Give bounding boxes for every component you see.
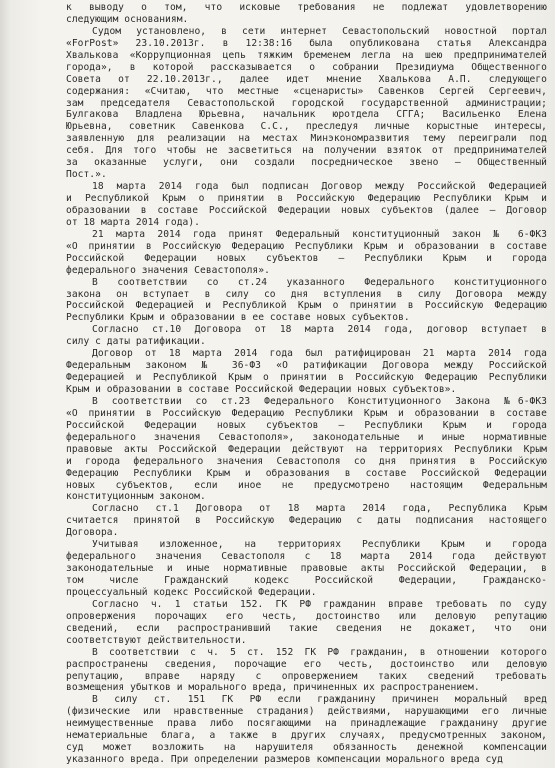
text-line: законодательные и иные нормативные правовые акты Российской Федерации, в [66, 563, 547, 575]
paragraph [66, 324, 547, 348]
text-line: В соответствии со ст.23 Федерального Конституционного Закона №6-ФКЗ [92, 395, 547, 407]
paragraph [66, 599, 547, 647]
text-line: закона он вступает в силу со дня вступления в силу Договора между [66, 288, 547, 300]
text-line: федерального значения Севастополя». [66, 264, 270, 276]
text-line: В соответствии с ч. 5 ст. 152 ГК РФ гражданин, в отношении которого [92, 646, 547, 658]
text-line: заявленную для реализации на местах Минэкономразвития тему переиграли под [66, 133, 547, 145]
paragraph [66, 229, 547, 277]
text-line: содержания: «Считаю, что местные «сценаристы» Савенков Сергей Сергеевич, [66, 85, 547, 97]
text-line: зам председателя Севастопольской городской государственной администрации; [66, 97, 547, 109]
text-line: Федерацию Республики Крым и образования в составе Российской Федерации [66, 467, 547, 479]
text-line: новых субъектов, если иное не предусмотрено настоящим Федеральным [66, 479, 547, 491]
text-line: правовые акты Российской Федерации действуют на территориях Республики Крым [66, 443, 547, 455]
text-line: возмещения убытков и морального вреда, причиненных их распространением. [66, 682, 480, 694]
text-line: образовании в составе Российской Федерации новых субъектов (далее – Договор [66, 204, 547, 216]
text-line: «ForPost» 23.10.2013г. в 12:38:16 была опубликована статья Александра [66, 37, 547, 49]
text-line: 18 марта 2014 года был подписан Договор между Российской Федерацией [92, 181, 547, 193]
paragraph [66, 181, 547, 229]
text-line: Булгакова Владлена Юрьевна, начальник юротдела СГГА; Васильенко Елена [66, 109, 547, 121]
text-line: Юрьевна, советник Савенкова С.С., преследуя личные корыстные интересы, [66, 121, 547, 133]
text-line: «О принятии в Российскую Федерацию Республики Крым и образовании в составе [66, 240, 547, 252]
text-line: В силу ст. 151 ГК РФ если гражданину причинен моральный вред [92, 694, 547, 706]
text-line: сведений, если распространивший такие сведения не докажет, что они [66, 622, 547, 634]
text-line: 21 марта 2014 года принят Федеральный конституционный закон № 6-ФКЗ [92, 228, 547, 240]
text-line: Российской Федерацией и Республикой Крым о принятии в Российскую Федерацию [66, 300, 547, 312]
text-line: Российской Федерации новых субъектов – Республики Крым и города [66, 419, 547, 431]
text-line: опровержения порочащих его честь, достоинство или деловую репутацию [66, 610, 547, 622]
text-line: репутацию, вправе наряду с опровержением таких сведений требовать [66, 670, 547, 682]
text-line: том числе Гражданский кодекс Российской Федерации, Гражданско- [66, 575, 547, 586]
text-line: Согласно ч. 1 статьи 152. ГК РФ гражданин вправе требовать по суду [92, 598, 547, 610]
text-line: и города федерального значения Севастополя со дня принятия в Российскую [66, 455, 547, 467]
text-line: Республики Крым и образовании в ее составе новых субъектов. [66, 312, 410, 324]
page-fold-shadow [0, 0, 12, 768]
text-line: следующим основаниям. [66, 13, 189, 25]
text-line: указанного вреда. При определении размеров компенсации морального вреда суд [66, 754, 503, 766]
text-line: федерального значения Севастополя», законодательные и иные нормативные [66, 431, 547, 443]
text-line: Федеральным законом № 36-ФЗ «О ратификации Договора между Российской [66, 360, 547, 372]
text-line: «О принятии в Российскую Федерацию Республики Крым и образовании в составе [66, 407, 547, 419]
text-line: Федерацией и Республикой Крым о принятии в Российскую Федерацию Республики [66, 372, 547, 384]
text-line: Совета от 22.10.2013г., далее идет мнение Хвалькова А.П. следующего [66, 73, 547, 85]
text-line: Учитывая изложенное, на территориях Республики Крым и города [92, 539, 547, 551]
text-line: федерального значения Севастополя с 18 марта 2014 года действуют [66, 551, 547, 563]
text-line: Пост.». [66, 169, 107, 181]
text-line: считается принятой в Российскую Федерацию с даты подписания настоящего [66, 515, 547, 527]
text-line: Договор от 18 марта 2014 года был ратифицирован 21 марта 2014 года [92, 348, 547, 360]
text-line: за оказанные услуги, они создали посредническое звено – Общественный [66, 157, 547, 169]
paragraph [66, 396, 547, 503]
text-line: Согласно ст.1 Договора от 18 марта 2014 года, Республика Крым [92, 503, 547, 515]
text-line: (физические или нравственные страдания) действиями, нарушающими его личные [66, 706, 547, 718]
document-body [66, 2, 547, 766]
text-line: города», в которой рассказывается о собрании Президиума Общественного [66, 61, 547, 73]
text-line: Хвалькова «Коррупционная цепь тяжким бременем легла на шею предпринимателей [66, 49, 547, 61]
text-line: себя. Для того чтобы не засветиться на получении взяток от предпринимателей [66, 145, 547, 157]
paragraph [66, 647, 547, 695]
text-line: Согласно ст.10 Договора от 18 марта 2014 года, договор вступает в [92, 324, 547, 336]
text-line: Судом установлено, в сети интернет Севастопольский новостной портал [92, 25, 547, 37]
text-line: силу с даты ратификации. [66, 336, 206, 348]
paragraph [66, 348, 547, 396]
text-line: В соответствии со ст.24 указанного Федерального конституционного [92, 276, 547, 288]
paragraph [66, 277, 547, 325]
text-line: процессуальный кодекс Российской Федерации. [66, 586, 317, 598]
text-line: нематериальные блага, а также в других случаях, предусмотренных законом, [66, 730, 547, 742]
text-line: распространены сведения, порочащие его честь, достоинство или деловую [66, 658, 547, 670]
text-line: Крым и образовании в составе Российской Федерации новых субъектов». [66, 384, 457, 395]
text-line: и Республикой Крым о принятии в Российскую Федерацию Республики Крым и [66, 193, 547, 204]
text-line: соответствуют действительности. [66, 634, 247, 646]
text-line: к выводу о том, что исковые требования не подлежат удовлетворению [66, 2, 547, 13]
paragraph [66, 694, 547, 766]
text-line: Договора. [66, 527, 119, 539]
text-line: от 18 марта 2014 года). [66, 216, 200, 228]
paragraph [66, 539, 547, 599]
paragraph [66, 503, 547, 539]
text-line: конституционным законом. [66, 491, 206, 503]
paragraph [66, 26, 547, 181]
paragraph [66, 2, 547, 26]
text-line: суд может возложить на нарушителя обязанность денежной компенсации [66, 742, 547, 754]
text-line: неимущественные права либо посягающими на принадлежащие гражданину другие [66, 718, 547, 730]
text-line: Российской Федерации новых субъектов – Республики Крым и города [66, 252, 547, 264]
